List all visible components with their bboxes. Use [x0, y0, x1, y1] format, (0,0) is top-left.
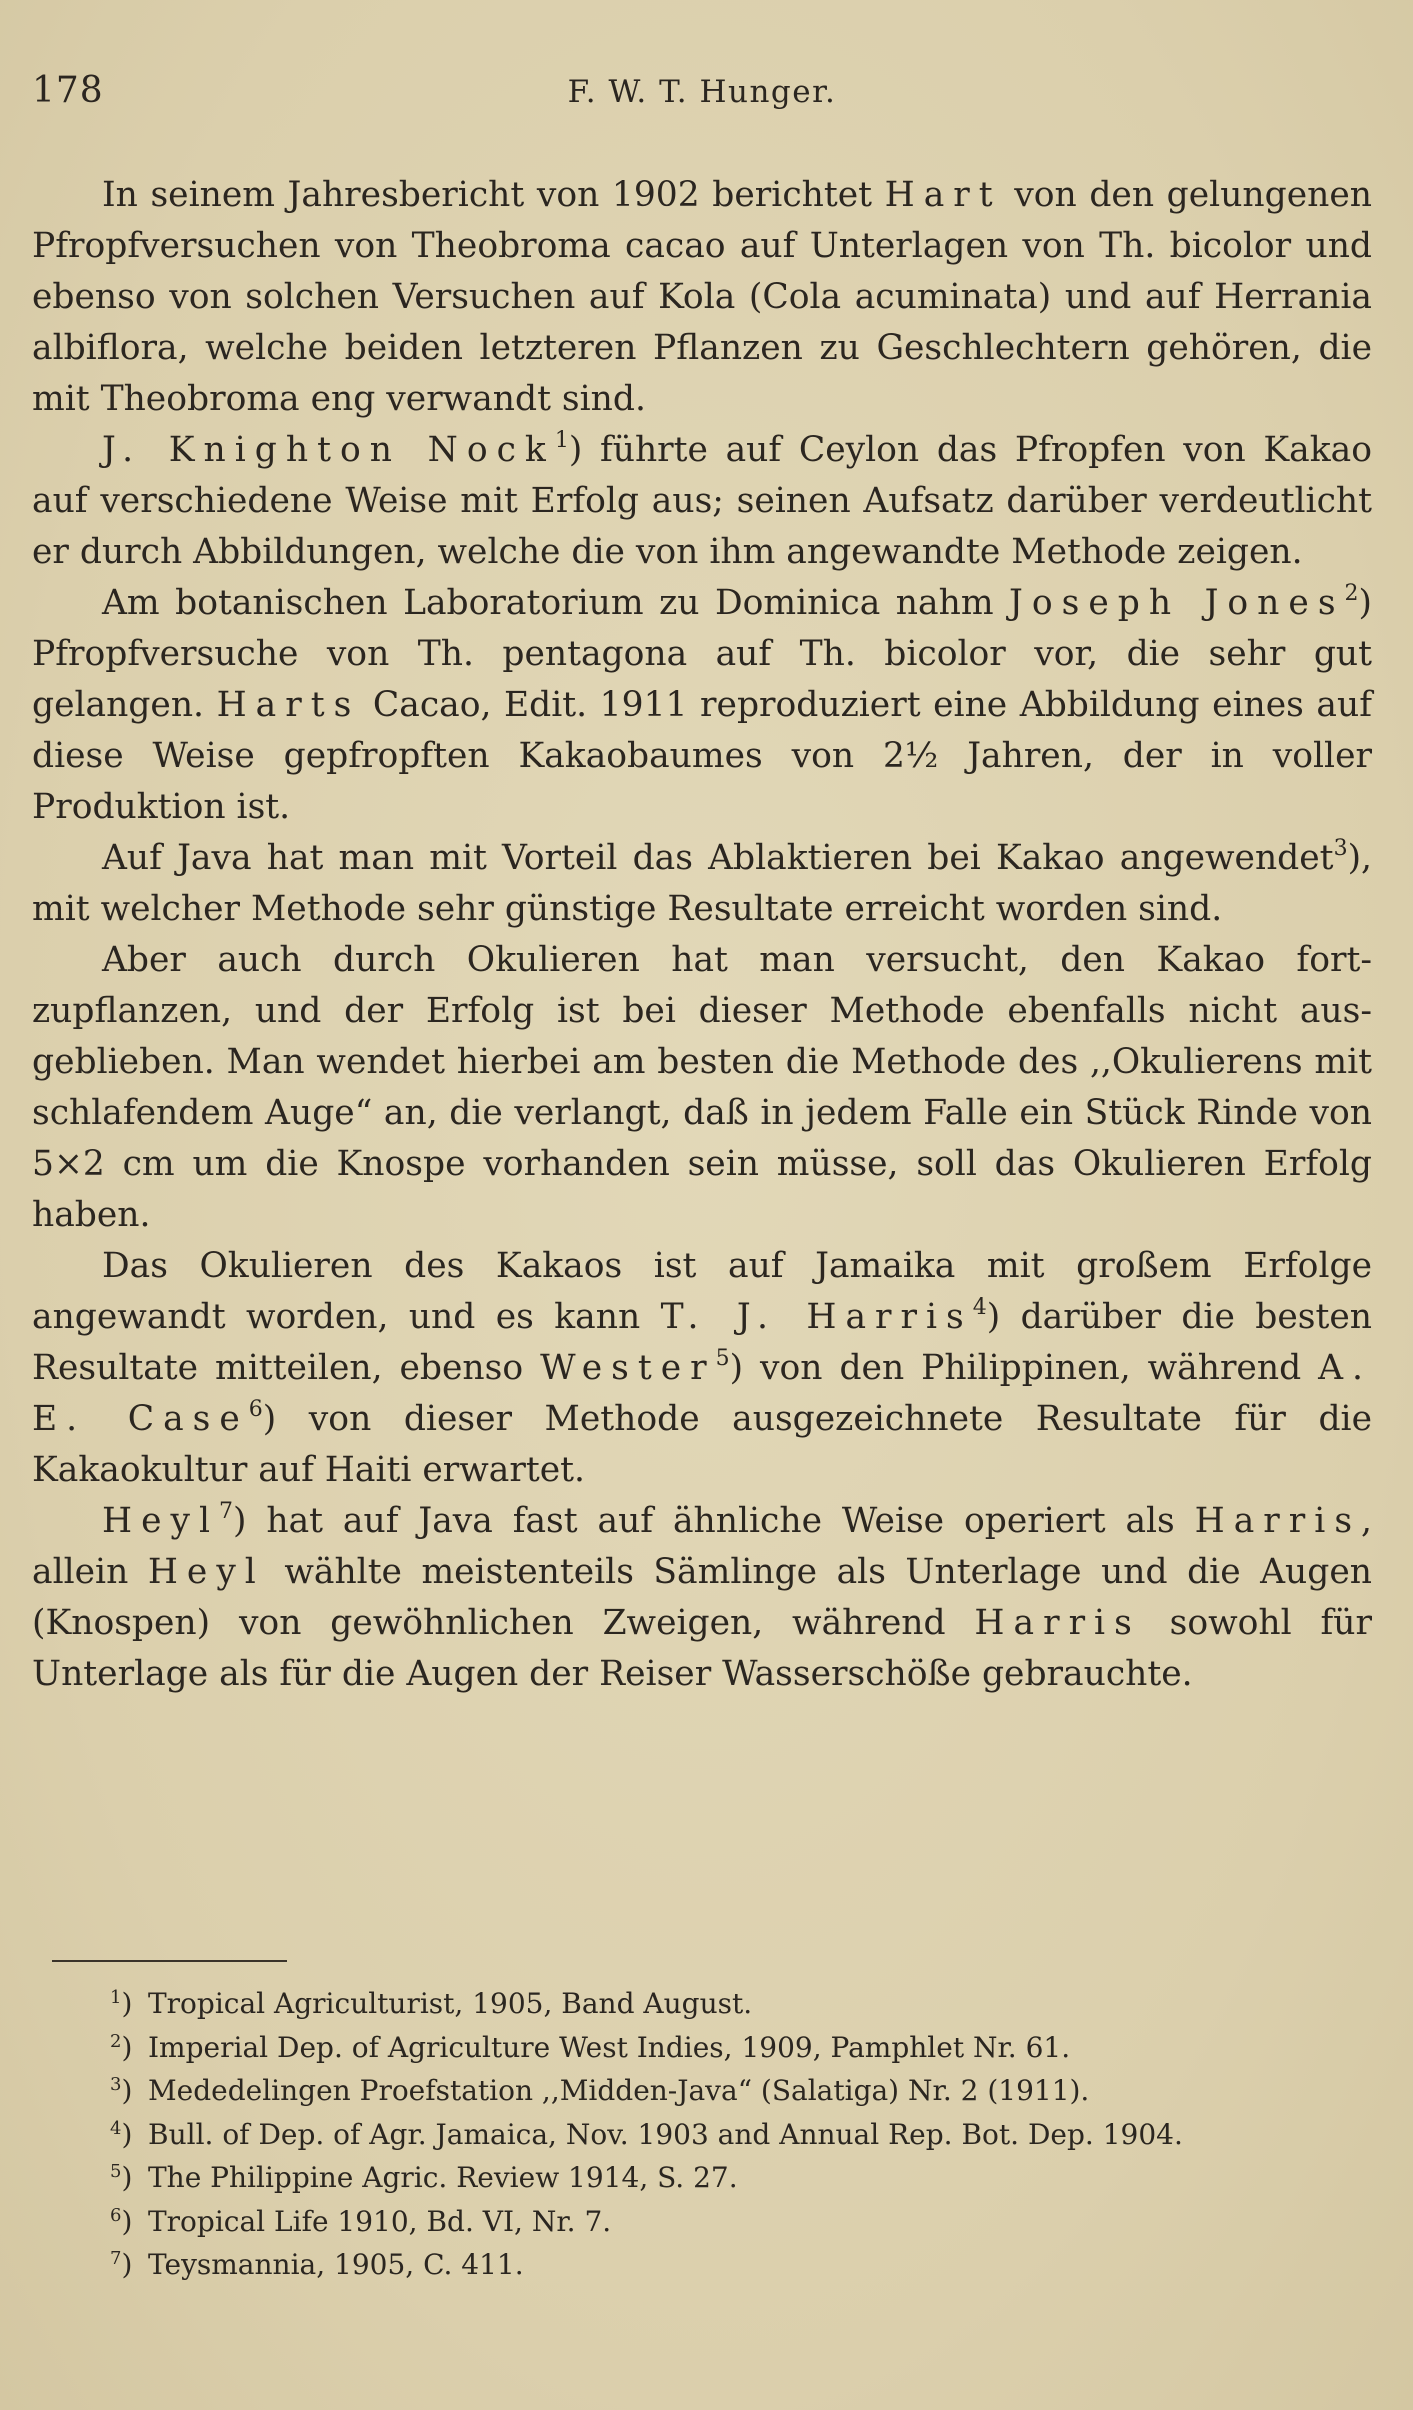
footnote-ref: 7: [219, 1499, 234, 1524]
footnote-text: Mededelingen Proefstation ,,Midden-Java“ (Salatiga) Nr. 2 (1911).: [148, 2074, 1090, 2107]
paragraph-4: [32, 833, 1372, 935]
text-run: Aber auch durch Okulieren hat man versucht, den Kakao fortzupflanzen, und der Erfolg ist bei dieser Methode ebenfalls nicht ausgeblieben. Man wendet hierbei am besten die Methode des ,,Okulierens mit schlafendem Auge“ an, die verlangt, daß in jedem Falle ein Stück Rinde von 5×2 cm um die Knospe vorhanden sein müsse, soll das Okulieren Erfolg haben.: [32, 940, 1372, 1235]
footnote-text: Bull. of Dep. of Agr. Jamaica, Nov. 1903 and Annual Rep. Bot. Dep. 1904.: [148, 2117, 1183, 2151]
footnote-ref: 6: [248, 1397, 263, 1422]
footnote-ref: 2: [1344, 581, 1359, 606]
footnote: [110, 2113, 1380, 2157]
paragraph-3: [32, 578, 1372, 833]
footnote: [110, 2026, 1380, 2070]
author-name: Harts: [216, 685, 361, 725]
author-name: Joseph Jones: [1009, 583, 1345, 623]
text-run: ) von den Philippinen, während: [729, 1348, 1319, 1388]
text-run: ) Pfropfversuche von Th. pentagona auf Th. bicolor vor, die sehr gut gelangen.: [32, 583, 1372, 725]
text-run: Cacao, Edit. 1911 reproduziert eine Abbildung eines auf diese Weise gepfropften Kakaobaumes von 2½ Jahren, der in voller Produktion ist.: [32, 685, 1372, 827]
text-run: In seinem Jahresbericht von 1902 berichtet: [102, 175, 885, 215]
footnote: [110, 2069, 1380, 2113]
running-head: F. W. T. Hunger.: [567, 74, 837, 110]
author-name: Harris: [1194, 1501, 1362, 1541]
text-run: , allein: [32, 1501, 1372, 1592]
footnote-mark: $^4$): [110, 2117, 133, 2151]
footnote-mark: $^1$): [110, 1987, 133, 2020]
paragraph-5: [32, 935, 1372, 1241]
author-name: Harris: [974, 1603, 1141, 1643]
footnote-ref: 3: [1333, 836, 1348, 861]
text-run: ) führte auf Ceylon das Pfropfen von Kakao auf verschiedene Weise mit Erfolg aus; seinen Aufsatz darüber verdeutlicht er durch Abbildungen, welche die von ihm angewandte Methode zeigen.: [32, 430, 1372, 572]
page-number: 178: [32, 70, 104, 111]
author-name: J. Knighton Nock: [102, 430, 555, 470]
text-run: ) hat auf Java fast auf ähnliche Weise operiert als: [233, 1501, 1195, 1541]
text-run: Das Okulieren des Kakaos ist auf Jamaika mit großem Erfolge angewandt worden, und es kann: [32, 1246, 1372, 1337]
footnote-text: Imperial Dep. of Agriculture West Indies, 1909, Pamphlet Nr. 61.: [148, 2030, 1071, 2064]
text-run: Auf Java hat man mit Vorteil das Ablaktieren bei Kakao angewendet: [102, 838, 1334, 878]
footnote: [110, 2243, 1380, 2287]
footnote-ref: 1: [554, 428, 569, 453]
text-run: sowohl für Unterlage als für die Augen der Reiser Wasserschöße gebrauchte.: [32, 1603, 1372, 1694]
footnote: [110, 2156, 1380, 2200]
page-header: [32, 70, 1372, 130]
paragraph-1: [32, 170, 1372, 425]
body-text: [32, 170, 1372, 1700]
author-name: T. J. Harris: [660, 1297, 973, 1337]
footnote-text: Teysmannia, 1905, C. 411.: [148, 2248, 524, 2281]
footnote-ref: 5: [715, 1346, 730, 1371]
footnote: [110, 2200, 1380, 2244]
footnote-text: Tropical Agriculturist, 1905, Band August.: [148, 1987, 753, 2020]
author-name: Hart: [884, 175, 1002, 215]
footnote-divider: [52, 1960, 287, 1962]
author-name: A. E. Case: [32, 1348, 1372, 1439]
footnote-mark: $^6$): [110, 2204, 133, 2238]
text-run: Am botanischen Laboratorium zu Dominica nahm: [102, 583, 1010, 623]
footnote-text: The Philippine Agric. Review 1914, S. 27.: [148, 2161, 738, 2194]
footnote-mark: $^3$): [110, 2074, 133, 2107]
text-run: von den gelungenen Pfropfversuchen von Theobroma cacao auf Unterlagen von Th. bicolor und ebenso von solchen Versuchen auf Kola (Cola acuminata) und auf Herrania albiflora, welche beiden letzteren Pflanzen zu Geschlechtern gehören, die mit Theobroma eng verwandt sind.: [32, 175, 1372, 419]
paragraph-2: [32, 425, 1372, 578]
footnote-mark: $^5$): [110, 2161, 133, 2194]
footnote: [110, 1982, 1380, 2026]
footnote-mark: $^2$): [110, 2030, 133, 2064]
footnote-mark: $^7$): [110, 2248, 133, 2281]
footnote-text: Tropical Life 1910, Bd. VI, Nr. 7.: [148, 2204, 612, 2238]
text-run: wählte meistenteils Sämlinge als Unterlage und die Augen (Knospen) von gewöhnlichen Zweigen, während: [32, 1552, 1372, 1643]
text-run: ) von dieser Methode ausgezeichnete Resultate für die Kakaokultur auf Haiti erwartet.: [32, 1399, 1372, 1490]
author-name: Heyl: [147, 1552, 265, 1592]
paragraph-6: [32, 1241, 1372, 1496]
author-name: Wester: [540, 1348, 716, 1388]
paragraph-7: [32, 1496, 1372, 1700]
text-run: ), mit welcher Methode sehr günstige Resultate erreicht worden sind.: [32, 838, 1372, 929]
footnote-ref: 4: [972, 1295, 987, 1320]
text-run: ) darüber die besten Resultate mitteilen, ebenso: [32, 1297, 1372, 1388]
author-name: Heyl: [102, 1501, 220, 1541]
footnotes: [110, 1982, 1380, 2287]
